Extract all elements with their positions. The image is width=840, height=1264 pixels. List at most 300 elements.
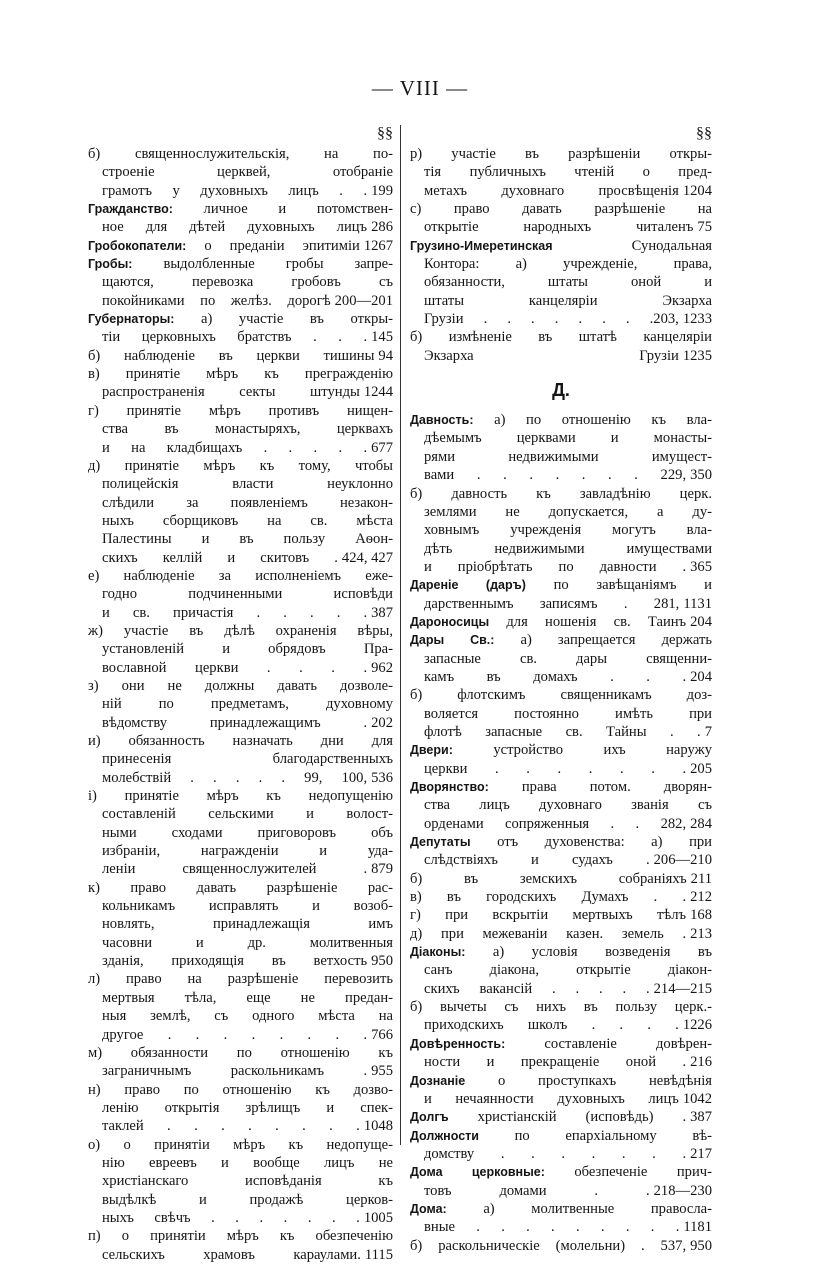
index-entry xyxy=(410,1035,712,1072)
entry-heading: Долгъ xyxy=(410,1110,449,1125)
entry-line xyxy=(410,328,712,346)
entry-line xyxy=(88,1026,393,1044)
paragraph-number: 216 xyxy=(690,1054,712,1071)
index-entry xyxy=(410,576,712,613)
entry-line xyxy=(88,1136,393,1154)
entry-line xyxy=(410,1163,712,1181)
paragraph-number: 955 xyxy=(371,1063,393,1080)
entry-text: и св. причастія . . . . . xyxy=(102,604,368,621)
entry-text: дѣть недвижимыми имуществами xyxy=(424,540,712,557)
paragraph-number: 1235 xyxy=(682,347,712,364)
index-entry xyxy=(88,255,393,310)
entry-text: ній по предметамъ, духовному xyxy=(102,696,393,713)
paragraph-number: 75 xyxy=(697,219,712,236)
left-column xyxy=(88,124,393,1264)
paragraph-number: 200—201 xyxy=(334,292,393,309)
index-entry xyxy=(410,1072,712,1109)
entry-text: б) измѣненіе въ штатѣ канцеляріи xyxy=(410,329,712,346)
entry-line xyxy=(410,255,712,273)
entry-line xyxy=(88,805,393,823)
paragraph-number: 1042 xyxy=(682,1090,712,1107)
entry-line xyxy=(410,943,712,961)
paragraph-number: 211 xyxy=(690,870,712,887)
entry-line xyxy=(88,512,393,530)
entry-line xyxy=(410,273,712,291)
paragraph-number: 962 xyxy=(371,659,393,676)
paragraph-number: 218—230 xyxy=(653,1182,712,1199)
entry-text: о проступкахъ невѣдѣнія xyxy=(465,1072,712,1089)
entry-line xyxy=(88,897,393,915)
index-entry xyxy=(88,365,393,402)
entry-text: ства лицъ духовнаго званія съ xyxy=(424,797,712,814)
index-entry xyxy=(410,145,712,200)
entry-text: дѣемымъ церквами и монасты- xyxy=(424,430,712,447)
entry-line xyxy=(410,1218,712,1236)
entry-text: Палестины и въ пользу Аѳон- xyxy=(102,531,393,548)
entry-text: дарственнымъ записямъ . 281, xyxy=(424,595,680,612)
entry-line xyxy=(88,182,393,200)
entry-line xyxy=(88,1007,393,1025)
index-entry xyxy=(88,200,393,237)
paragraph-number: 206—210 xyxy=(653,852,712,869)
entry-text: таклей . . . . . . . . xyxy=(102,1118,360,1135)
index-entry xyxy=(88,677,393,732)
entry-line xyxy=(88,952,393,970)
entry-text: вами . . . . . . . 229, xyxy=(424,467,687,484)
entry-text: скихъ келлій и скитовъ . xyxy=(102,549,338,566)
section-letter: Д. xyxy=(552,380,570,401)
entry-line xyxy=(88,879,393,897)
entry-line xyxy=(410,631,712,649)
entry-line xyxy=(88,200,393,218)
entry-text: Контора: а) учрежденіе, права, xyxy=(424,256,712,273)
entry-text: слѣдствіяхъ и судахъ . xyxy=(424,852,650,869)
entry-line xyxy=(410,292,712,310)
entry-line xyxy=(88,475,393,493)
entry-line xyxy=(88,457,393,475)
entry-line xyxy=(88,659,393,677)
index-entry xyxy=(88,237,393,255)
entry-heading: Депутаты xyxy=(410,835,471,850)
entry-heading: Дома: xyxy=(410,1201,447,1216)
entry-text: годно подчиненными исповѣди xyxy=(102,586,393,603)
entry-text: выдолбленные гробы запре- xyxy=(132,256,393,273)
entry-text: а) условія возведенія въ xyxy=(465,944,712,961)
entry-line xyxy=(410,888,712,906)
entry-heading: Дареніе (даръ) xyxy=(410,578,526,593)
entry-line xyxy=(88,695,393,713)
entry-line xyxy=(410,906,712,924)
right-column xyxy=(410,124,712,1255)
index-entry xyxy=(410,1108,712,1126)
entry-text: Грузіи . . . . . . . .203, xyxy=(424,311,679,328)
entry-text: личное и потомствен- xyxy=(172,201,393,218)
entry-line xyxy=(410,760,712,778)
section-mark: §§ xyxy=(696,125,712,142)
entry-line xyxy=(88,585,393,603)
entry-text: составленій сельскими и волост- xyxy=(102,806,393,823)
entry-line xyxy=(410,1090,712,1108)
entry-line xyxy=(410,815,712,833)
index-entry xyxy=(88,567,393,622)
entry-text: молебствій . . . . . 99, 100, xyxy=(102,769,368,786)
entry-text: обезпеченіе прич- xyxy=(544,1164,712,1181)
entry-text: б) раскольническіе (молельни) . 537, xyxy=(410,1237,687,1254)
index-entry xyxy=(88,1081,393,1136)
entry-line xyxy=(410,833,712,851)
index-entry xyxy=(88,1136,393,1228)
entry-line xyxy=(88,787,393,805)
index-entry xyxy=(410,870,712,888)
entry-text: по епархіальному вѣ- xyxy=(478,1127,712,1144)
paragraph-number: 350 xyxy=(690,467,712,484)
entry-text: ности и прекращеніе оной . xyxy=(424,1054,687,1071)
entry-line xyxy=(410,1145,712,1163)
entry-line xyxy=(88,750,393,768)
entry-heading: Дароносицы xyxy=(410,614,490,629)
entry-text: в) принятіе мѣръ къ прегражденію xyxy=(88,366,393,383)
entry-text: о) о принятіи мѣръ къ недопуще- xyxy=(88,1136,393,1153)
entry-line xyxy=(410,200,712,218)
entry-text: распространенія секты штунды xyxy=(102,384,360,401)
entry-line xyxy=(410,347,712,365)
entry-line xyxy=(410,980,712,998)
entry-text: б) священнослужительскія, на по- xyxy=(88,146,393,162)
entry-text: ленію открытія зрѣлищъ и спек- xyxy=(102,1099,393,1116)
entry-heading: Двери: xyxy=(410,743,453,758)
entry-line xyxy=(88,677,393,695)
entry-text: л) право на разрѣшеніе перевозить xyxy=(88,971,393,988)
paragraph-number: 213 xyxy=(690,925,712,942)
paragraph-number: 284 xyxy=(690,815,712,832)
index-entry xyxy=(88,457,393,567)
entry-text: ное для дѣтей духовныхъ лицъ xyxy=(102,219,368,236)
entry-heading: Должности xyxy=(410,1128,479,1143)
entry-text: щаются, перевозка гробовъ съ xyxy=(102,274,393,291)
entry-text: к) право давать разрѣшеніе рас- xyxy=(88,879,393,896)
entry-text: рями недвижимыми имущест- xyxy=(424,448,712,465)
entry-text: с) право давать разрѣшеніе на xyxy=(410,201,712,218)
entry-text: м) обязанности по отношенію къ xyxy=(88,1044,393,1061)
entry-line xyxy=(88,970,393,988)
entry-text: по завѣщаніямъ и xyxy=(525,577,712,594)
index-entry xyxy=(88,310,393,347)
index-entry xyxy=(88,732,393,787)
entry-line xyxy=(410,870,712,888)
index-entry xyxy=(410,906,712,924)
entry-text: з) они не должны давать дозволе- xyxy=(88,677,393,694)
paragraph-number: 1115 xyxy=(364,1246,393,1263)
entry-text: строеніе церквей, отобраніе xyxy=(102,164,393,181)
entry-line xyxy=(410,925,712,943)
entry-text: открытіе народныхъ читаленъ xyxy=(424,219,694,236)
entry-text: домству . . . . . . . xyxy=(424,1145,687,1162)
entry-text: скихъ вакансій . . . . . xyxy=(424,980,650,997)
paragraph-number: 286 xyxy=(371,219,393,236)
entry-line xyxy=(410,145,712,163)
paragraph-number: 677 xyxy=(371,439,393,456)
paragraph-number: 214—215 xyxy=(653,980,712,997)
entry-text: заграничнымъ раскольникамъ . xyxy=(102,1063,368,1080)
index-entry xyxy=(410,411,712,484)
entry-text: вославной церкви . . . . xyxy=(102,659,368,676)
entry-text: е) наблюденіе за исполненіемъ еже- xyxy=(88,567,393,584)
paragraph-number: 1131 xyxy=(683,595,712,612)
entry-text: избраніи, награжденіи и уда- xyxy=(102,843,393,860)
entry-line xyxy=(410,1035,712,1053)
entry-line xyxy=(410,1200,712,1218)
entry-text: камъ въ домахъ . . . xyxy=(424,668,687,685)
entry-text: п) о принятіи мѣръ къ обезпеченію xyxy=(88,1228,393,1245)
paragraph-number: 387 xyxy=(371,604,393,621)
entry-line xyxy=(410,1237,712,1255)
entry-text: полицейскія власти неуклонно xyxy=(102,476,393,493)
entry-line xyxy=(410,613,712,631)
entry-line xyxy=(88,273,393,291)
entry-line xyxy=(88,145,393,163)
entry-text: вные . . . . . . . . . xyxy=(424,1219,680,1236)
index-entry xyxy=(88,1044,393,1081)
entry-line xyxy=(88,824,393,842)
entry-line xyxy=(410,237,712,255)
paragraph-number: 168 xyxy=(690,907,712,924)
entry-text: нію евреевъ и вообще лицъ не xyxy=(102,1154,393,1171)
entry-text: б) давность къ завладѣнію церк. xyxy=(410,485,712,502)
entry-line xyxy=(410,851,712,869)
index-entry xyxy=(88,787,393,879)
entry-line xyxy=(410,778,712,796)
entry-text: тія публичныхъ чтеній о пред- xyxy=(424,164,712,181)
entry-text: д) при межеваніи казен. земель . xyxy=(410,925,687,942)
entry-text: ховнымъ учрежденія могутъ вла- xyxy=(424,522,712,539)
paragraph-number: 1244 xyxy=(363,384,393,401)
index-entry xyxy=(410,237,712,329)
entry-text: леніи священнослужителей . xyxy=(102,861,368,878)
entry-text: тіи церковныхъ братствъ . . . xyxy=(102,329,368,346)
entry-text: покойниками по желѣз. дорогѣ xyxy=(102,292,331,309)
entry-text: ж) участіе въ дѣлѣ охраненія вѣры, xyxy=(88,622,393,639)
entry-text: воляется постоянно имѣть при xyxy=(424,705,712,722)
entry-heading: Гробокопатели: xyxy=(88,238,187,253)
entry-line xyxy=(88,237,393,255)
entry-text: ства въ монастыряхъ, церквахъ xyxy=(102,421,393,438)
entry-line xyxy=(410,1127,712,1145)
index-entry xyxy=(410,1200,712,1237)
entry-heading: Гробы: xyxy=(88,257,133,272)
paragraph-number: 205 xyxy=(690,760,712,777)
entry-line xyxy=(410,1016,712,1034)
paragraph-number: 1204 xyxy=(682,182,712,199)
entry-line xyxy=(410,448,712,466)
index-entry xyxy=(410,943,712,998)
entry-line xyxy=(88,989,393,1007)
entry-line xyxy=(410,1072,712,1090)
paragraph-number: 1005 xyxy=(363,1209,393,1226)
entry-line xyxy=(410,310,712,328)
entry-line xyxy=(88,494,393,512)
entry-text: і) принятіе мѣръ къ недопущенію xyxy=(88,788,393,805)
index-entry xyxy=(88,145,393,200)
entry-text: часовни и др. молитвенныя xyxy=(102,934,393,951)
entry-text: а) участіе въ откры- xyxy=(174,311,393,328)
entry-text: обязанности, штаты оной и xyxy=(424,274,712,291)
entry-text: и нечаянности духовныхъ лицъ xyxy=(424,1090,679,1107)
index-entry xyxy=(410,631,712,686)
entry-text: ныхъ сборщиковъ на св. мѣста xyxy=(102,512,393,529)
entry-line xyxy=(88,640,393,658)
index-entry xyxy=(88,879,393,971)
index-entry xyxy=(410,888,712,906)
entry-line xyxy=(410,595,712,613)
entry-text: б) наблюденіе въ церкви тишины xyxy=(88,347,375,364)
entry-heading: Дома церковные: xyxy=(410,1165,545,1180)
entry-text: штаты канцеляріи Экзарха xyxy=(424,292,712,309)
entry-text: христіанскій (исповѣдь) . xyxy=(448,1109,687,1126)
entry-text: отъ духовенства: а) при xyxy=(470,834,712,851)
entry-line xyxy=(88,530,393,548)
entry-text: церкви . . . . . . . xyxy=(424,760,687,777)
entry-line xyxy=(88,1209,393,1227)
entry-line xyxy=(88,860,393,878)
entry-heading: Дворянство: xyxy=(410,780,489,794)
entry-text: р) участіе въ разрѣшеніи откры- xyxy=(410,146,712,162)
entry-line xyxy=(88,549,393,567)
entry-heading: Діаконы: xyxy=(410,945,466,960)
entry-line xyxy=(88,567,393,585)
entry-line xyxy=(88,622,393,640)
entry-text: в) въ городскихъ Думахъ . . xyxy=(410,889,687,906)
entry-line xyxy=(88,732,393,750)
entry-line xyxy=(88,1062,393,1080)
index-entry xyxy=(410,200,712,237)
entry-line xyxy=(410,961,712,979)
paragraph-number: 536 xyxy=(371,769,393,786)
entry-line xyxy=(410,503,712,521)
paragraph-number: 217 xyxy=(690,1145,712,1162)
entry-text: для ношенія св. Таинъ xyxy=(489,613,687,630)
entry-text: христіанскаго исповѣданія къ xyxy=(102,1173,393,1190)
entry-text: принесенія благодарственныхъ xyxy=(102,751,393,768)
entry-line xyxy=(88,218,393,236)
entry-line xyxy=(88,163,393,181)
paragraph-number: 94 xyxy=(378,347,393,364)
entry-text: кольникамъ исправлять и возоб- xyxy=(102,898,393,915)
entry-heading: Гражданство: xyxy=(88,202,173,217)
entry-text: орденами сопряженныя . . 282, xyxy=(424,815,687,832)
entry-line xyxy=(410,576,712,594)
entry-text: землями не допускается, а ду- xyxy=(424,503,712,520)
index-entry xyxy=(410,741,712,778)
entry-line xyxy=(88,383,393,401)
paragraph-number: 1048 xyxy=(363,1118,393,1135)
entry-line xyxy=(410,411,712,429)
entry-text: выдѣлкѣ и продажѣ церков- xyxy=(102,1191,393,1208)
paragraph-number: 1233 xyxy=(682,311,712,328)
entry-line xyxy=(410,668,712,686)
entry-line xyxy=(410,741,712,759)
entry-line xyxy=(88,1154,393,1172)
entry-line xyxy=(88,714,393,732)
paragraph-number: 950 xyxy=(371,953,393,970)
page-number: — VIII — xyxy=(371,76,469,100)
entry-text: составленіе довѣрен- xyxy=(505,1035,712,1052)
entry-line xyxy=(88,365,393,383)
entry-line xyxy=(88,347,393,365)
paragraph-number: 424, 427 xyxy=(341,549,393,566)
column-divider xyxy=(400,125,401,1145)
entry-text: и) обязанность назначать дни для xyxy=(88,733,393,749)
index-entry xyxy=(410,1237,712,1255)
index-entry xyxy=(88,402,393,457)
entry-line xyxy=(410,521,712,539)
paragraph-number: 204 xyxy=(690,668,712,685)
entry-text: санъ діакона, открытіе діакон- xyxy=(424,962,712,979)
entry-heading: Грузино-Имеретинская xyxy=(410,238,553,253)
entry-line xyxy=(410,796,712,814)
entry-text: мертвыя тѣла, еще не предан- xyxy=(102,989,393,1006)
entry-text: приходскихъ школъ . . . . xyxy=(424,1017,679,1034)
entry-text: б) флотскимъ священникамъ доз- xyxy=(410,687,712,704)
entry-line xyxy=(88,310,393,328)
entry-text: ными сходами приговоровъ объ xyxy=(102,824,393,841)
entry-line xyxy=(88,292,393,310)
entry-heading: Давность: xyxy=(410,413,474,428)
left-entries xyxy=(88,145,393,1264)
entry-line xyxy=(88,604,393,622)
entry-text: ныхъ свѣчъ . . . . . . . xyxy=(102,1209,360,1226)
paragraph-number: 204 xyxy=(690,613,712,630)
index-entry xyxy=(88,622,393,677)
entry-line xyxy=(410,650,712,668)
entry-text: и на кладбищахъ . . . . . xyxy=(102,439,368,456)
paragraph-number: 212 xyxy=(690,889,712,906)
entry-text: о преданіи эпитиміи xyxy=(186,237,360,254)
entry-line xyxy=(88,934,393,952)
entry-text: а) запрещается держать xyxy=(494,632,712,649)
index-entry xyxy=(410,613,712,631)
entry-text: устройство ихъ наружу xyxy=(452,742,712,759)
entry-text: флотѣ запасные св. Тайны . . xyxy=(424,723,701,740)
paragraph-number: 1181 xyxy=(683,1219,712,1236)
entry-text: б) вычеты съ нихъ въ пользу церк.- xyxy=(410,999,712,1016)
entry-line xyxy=(88,439,393,457)
entry-line xyxy=(88,1227,393,1245)
entry-text: д) принятіе мѣръ къ тому, чтобы xyxy=(88,457,393,474)
paragraph-number: 1267 xyxy=(363,237,393,254)
entry-line xyxy=(410,540,712,558)
entry-line xyxy=(88,1246,393,1264)
entry-line xyxy=(410,723,712,741)
entry-line xyxy=(410,998,712,1016)
entry-text: товъ домами . . xyxy=(424,1182,650,1199)
index-entry xyxy=(410,328,712,365)
entry-line xyxy=(410,163,712,181)
entry-line xyxy=(88,915,393,933)
paragraph-number: 387 xyxy=(690,1109,712,1126)
entry-line xyxy=(410,1053,712,1071)
entry-text: грамотъ у духовныхъ лицъ . . xyxy=(102,182,368,199)
paragraph-number: 7 xyxy=(704,723,712,740)
index-entry xyxy=(410,925,712,943)
entry-line xyxy=(410,1108,712,1126)
entry-text: сельскихъ храмовъ караулами. xyxy=(102,1246,361,1263)
index-entry xyxy=(88,1227,393,1264)
index-entry xyxy=(410,485,712,577)
entry-line xyxy=(88,1044,393,1062)
entry-text: новлять, принадлежащія имъ xyxy=(102,916,393,933)
entry-line xyxy=(88,1191,393,1209)
entry-line xyxy=(410,686,712,704)
